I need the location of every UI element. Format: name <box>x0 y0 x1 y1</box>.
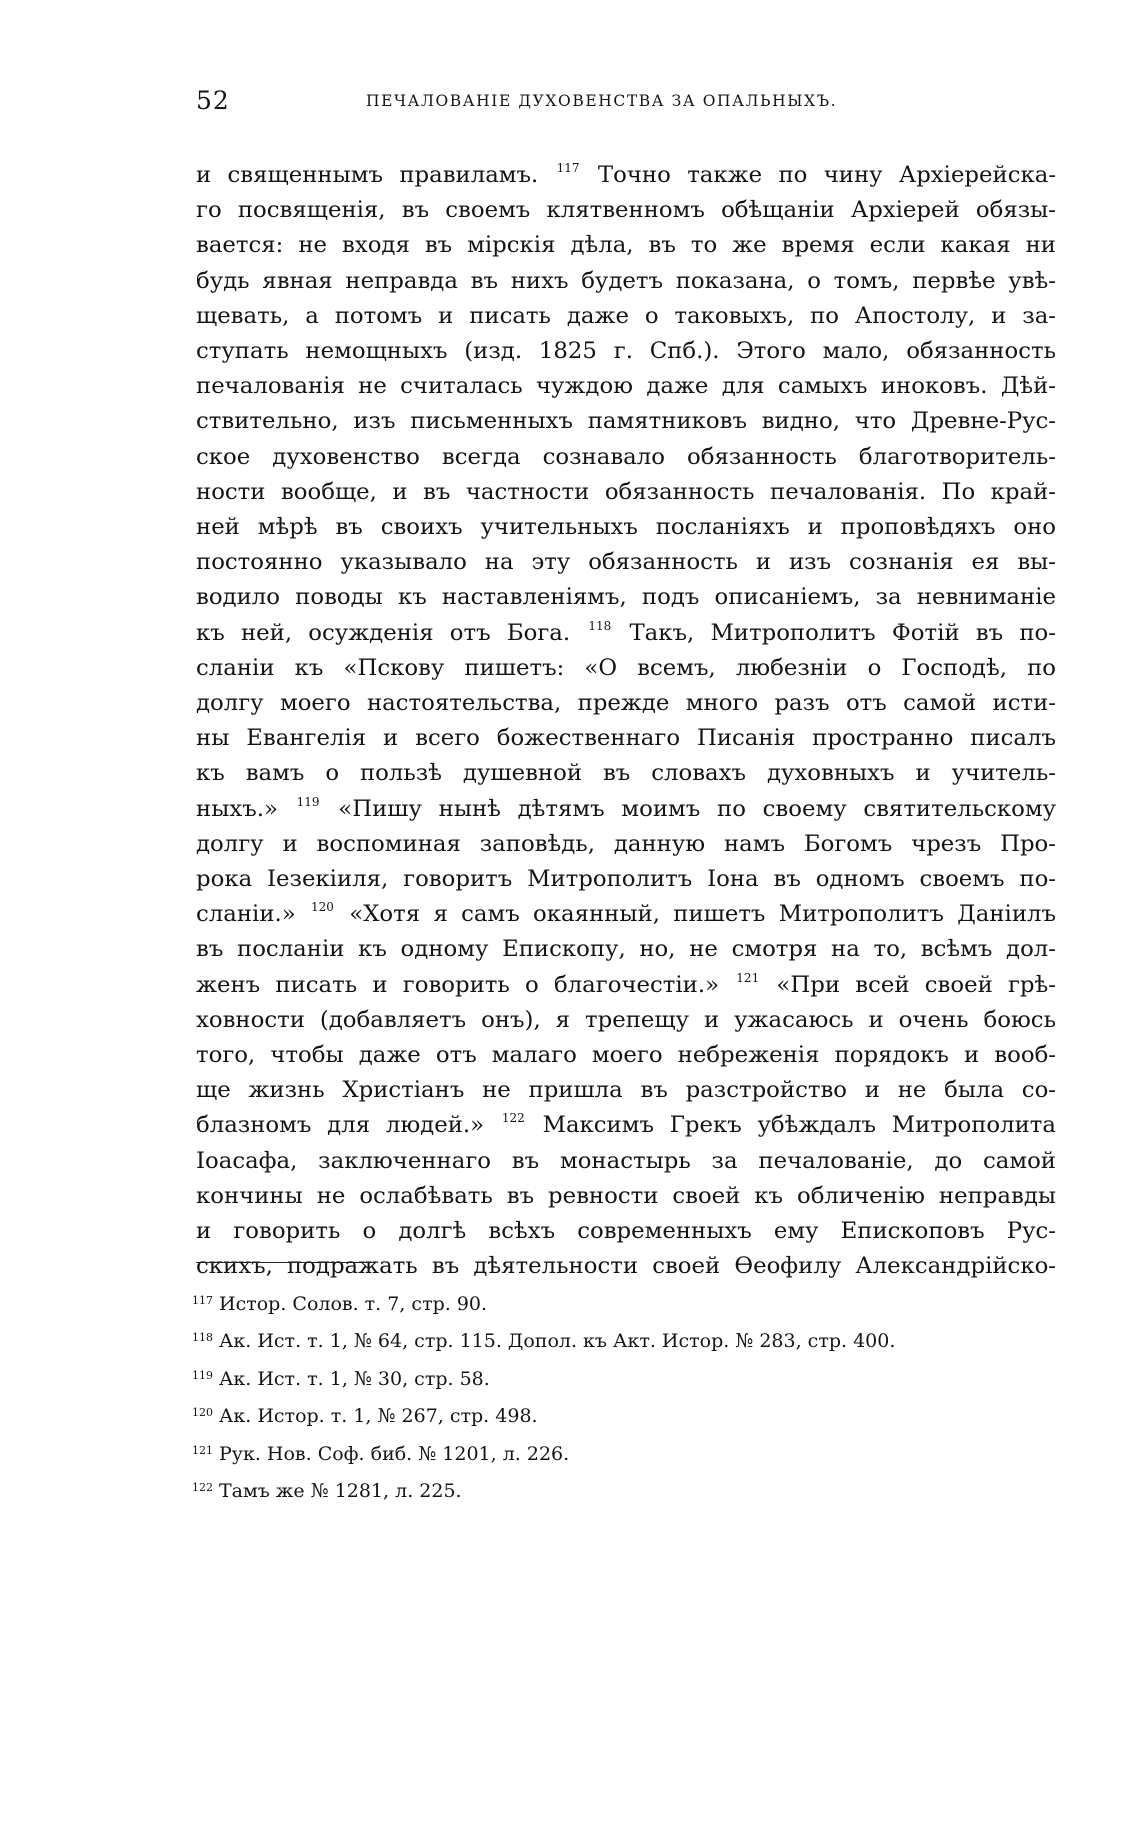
text-line <box>196 616 1056 651</box>
line-text: и говорить о долгѣ всѣхъ современныхъ ему Епископовъ Рус- <box>196 1218 1056 1245</box>
line-text: ности вообще, и въ частности обязанность печалованія. По край- <box>196 478 1056 505</box>
line-text: водило поводы къ наставленіямъ, подъ описаніемъ, за невниманіе <box>196 584 1056 611</box>
text-line <box>196 193 1056 228</box>
line-text: ще жизнь Христіанъ не пришла въ разстройство и не была со- <box>196 1077 1056 1104</box>
text-line <box>196 545 1056 580</box>
footnote-number: 122 <box>192 1481 213 1495</box>
line-text-after-ref: «Пишу нынѣ дѣтямъ моимъ по своему святительскому <box>338 795 1056 822</box>
footnote-reference[interactable]: 121 <box>736 970 760 985</box>
footnote-number: 119 <box>192 1368 213 1382</box>
text-line <box>196 299 1056 334</box>
footnote <box>192 1434 1032 1471</box>
text-line <box>196 228 1056 263</box>
line-text: ней мѣрѣ въ своихъ учительныхъ посланіяхъ и проповѣдяхъ оно <box>196 514 1056 541</box>
line-text: сланіи къ «Пскову пишетъ: «О всемъ, любезніи о Господѣ, по <box>196 654 1056 681</box>
footnote-number: 118 <box>192 1331 213 1345</box>
running-title: ПЕЧАЛОВАНІЕ ДУХОВЕНСТВА ЗА ОПАЛЬНЫХЪ. <box>366 92 838 110</box>
running-head <box>196 86 1056 126</box>
text-line <box>196 686 1056 721</box>
footnote-reference[interactable]: 117 <box>556 161 580 175</box>
text-line <box>196 475 1056 510</box>
line-text: къ вамъ о пользѣ душевной въ словахъ духовныхъ и учитель- <box>196 760 1056 787</box>
line-text-after-ref: Точно также по чину Архіерейска- <box>597 162 1056 188</box>
text-line <box>196 1249 1056 1284</box>
footnote <box>192 1359 1032 1396</box>
footnote-text: Истор. Солов. т. 7, стр. 90. <box>219 1293 488 1315</box>
page-number: 52 <box>196 86 230 115</box>
text-line <box>196 440 1056 475</box>
text-line <box>196 1073 1056 1108</box>
footnote-text: Ак. Истор. т. 1, № 267, стр. 498. <box>219 1405 538 1428</box>
text-line <box>196 932 1056 967</box>
footnote-text: Рук. Нов. Соф. биб. № 1201, л. 226. <box>219 1442 570 1465</box>
text-line <box>196 862 1056 897</box>
text-line <box>196 756 1056 791</box>
footnote <box>192 1321 1032 1358</box>
line-text: долгу моего настоятельства, прежде много разъ отъ самой исти- <box>196 690 1056 717</box>
text-line <box>196 369 1056 404</box>
footnote <box>192 1396 1032 1433</box>
footnote <box>192 1284 1032 1321</box>
line-text: го посвященія, въ своемъ клятвенномъ обѣщаніи Архіерей обязы- <box>196 197 1056 224</box>
line-text: того, чтобы даже отъ малаго моего небреженія порядокъ и вооб- <box>196 1042 1056 1069</box>
line-text-after-ref: «Хотя я самъ окаянный, пишетъ Митрополитъ Даніилъ <box>349 901 1056 928</box>
line-text: въ посланіи къ одному Епископу, но, не смотря на то, всѣмъ дол- <box>196 936 1056 963</box>
footnote <box>192 1471 1032 1508</box>
line-text-after-ref: Максимъ Грекъ убѣждалъ Митрополита <box>542 1112 1056 1139</box>
line-text: кончины не ослабѣвать въ ревности своей къ обличенію неправды <box>196 1182 1056 1209</box>
text-line <box>196 897 1056 932</box>
text-line <box>196 334 1056 369</box>
line-text-before-ref: къ ней, осужденія отъ Бога. <box>196 619 571 646</box>
line-text: скихъ, подражать въ дѣятельности своей Ѳеофилу Александрійско- <box>196 1253 1056 1280</box>
line-text-before-ref: женъ писать и говорить о благочестіи.» <box>196 971 720 998</box>
text-line <box>196 792 1056 827</box>
text-line <box>196 404 1056 439</box>
line-text: рока Іезекіиля, говоритъ Митрополитъ Іона въ одномъ своемъ по- <box>196 866 1056 893</box>
footnote-text: Ак. Ист. т. 1, № 30, стр. 58. <box>219 1367 490 1390</box>
text-line <box>196 510 1056 545</box>
main-text <box>196 158 1056 1285</box>
text-line <box>196 1038 1056 1073</box>
line-text: ховности (добавляетъ онъ), я трепещу и ужасаюсь и очень боюсь <box>196 1006 1056 1033</box>
line-text-before-ref: ныхъ.» <box>196 795 278 822</box>
line-text: долгу и воспоминая заповѣдь, данную намъ Богомъ чрезъ Про- <box>196 830 1056 857</box>
text-line <box>196 968 1056 1003</box>
text-line <box>196 1214 1056 1249</box>
footnote-reference[interactable]: 119 <box>296 794 320 809</box>
line-text-before-ref: сланіи.» <box>196 901 296 928</box>
line-text: будь явная неправда въ нихъ будетъ показана, о томъ, первѣе увѣ- <box>196 267 1056 294</box>
line-text: ны Евангелія и всего божественнаго Писанія пространно писалъ <box>196 725 1056 752</box>
line-text: постоянно указывало на эту обязанность и изъ сознанія ея вы- <box>196 549 1056 576</box>
footnote-number: 121 <box>192 1443 213 1457</box>
line-text-after-ref: Такъ, Митрополитъ Фотій въ по- <box>629 619 1056 646</box>
line-text-before-ref: блазномъ для людей.» <box>196 1112 485 1139</box>
line-text: ступать немощныхъ (изд. 1825 г. Спб.). Этого мало, обязанность <box>196 338 1056 365</box>
text-line <box>196 158 1056 193</box>
line-text-before-ref: и священнымъ правиламъ. <box>196 162 539 188</box>
line-text: печалованія не считалась чуждою даже для самыхъ иноковъ. Дѣй- <box>196 373 1056 400</box>
line-text: вается: не входя въ мірскія дѣла, въ то же время если какая ни <box>196 232 1056 259</box>
footnotes <box>192 1284 1032 1508</box>
text-line <box>196 264 1056 299</box>
footnote-divider <box>196 1262 376 1263</box>
text-line <box>196 1108 1056 1143</box>
line-text-after-ref: «При всей своей грѣ- <box>776 971 1056 998</box>
footnote-reference[interactable]: 118 <box>588 618 612 633</box>
text-line <box>196 1003 1056 1038</box>
text-line <box>196 651 1056 686</box>
text-line <box>196 1179 1056 1214</box>
text-line <box>196 827 1056 862</box>
footnote-text: Тамъ же № 1281, л. 225. <box>219 1480 462 1503</box>
line-text: ское духовенство всегда сознавало обязанность благотворитель- <box>196 443 1056 470</box>
text-line <box>196 580 1056 615</box>
footnote-reference[interactable]: 122 <box>501 1111 525 1126</box>
line-text: щевать, а потомъ и писать даже о таковыхъ, по Апостолу, и за- <box>196 302 1056 329</box>
text-line <box>196 1144 1056 1179</box>
line-text: ствительно, изъ письменныхъ памятниковъ видно, что Древне-Рус- <box>196 408 1056 435</box>
text-line <box>196 721 1056 756</box>
footnote-number: 117 <box>192 1294 213 1307</box>
line-text: Іоасафа, заключеннаго въ монастырь за печалованіе, до самой <box>196 1147 1056 1174</box>
footnote-number: 120 <box>192 1406 213 1420</box>
footnote-text: Ак. Ист. т. 1, № 64, стр. 115. Допол. къ Акт. Истор. № 283, стр. 400. <box>219 1330 896 1353</box>
footnote-reference[interactable]: 120 <box>311 900 334 915</box>
